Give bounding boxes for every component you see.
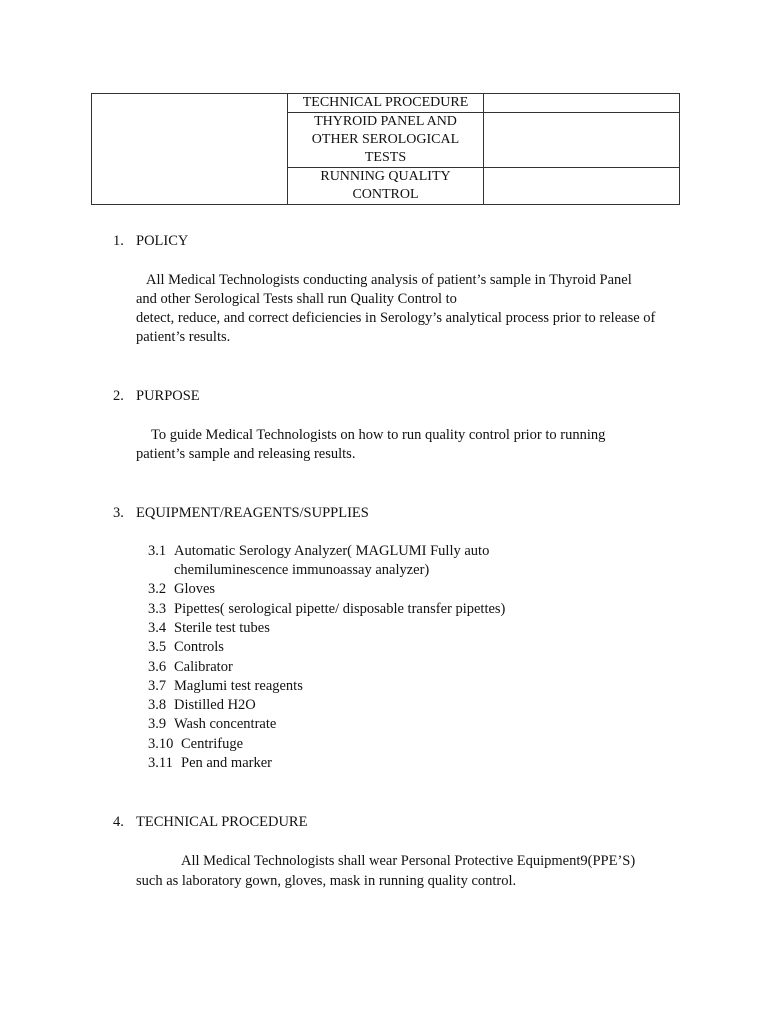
list-item: Pipettes( serological pipette/ disposable transfer pipettes) — [174, 601, 506, 617]
list-item: Sterile test tubes — [174, 620, 270, 636]
list-item-number: 3.11 — [148, 755, 173, 771]
paragraph-line: All Medical Technologists shall wear Personal Protective Equipment9(PPE’S) — [181, 853, 636, 869]
paragraph-line: such as laboratory gown, gloves, mask in running quality control. — [136, 873, 517, 889]
list-item-number: 3.7 — [148, 678, 167, 694]
section-number: 4. — [113, 814, 124, 830]
paragraph-line: patient’s sample and releasing results. — [136, 446, 356, 462]
list-item: Gloves — [174, 581, 216, 597]
list-item: Automatic Serology Analyzer( MAGLUMI Fully auto — [174, 543, 490, 559]
subject-title-line: CONTROL — [352, 187, 419, 202]
list-item: Maglumi test reagents — [174, 678, 303, 694]
subject-title-line: RUNNING QUALITY — [320, 169, 451, 184]
procedure-title: TECHNICAL PROCEDURE — [288, 94, 484, 113]
subject-title — [288, 168, 484, 205]
section-title: POLICY — [136, 233, 189, 249]
header-blank-cell-3 — [484, 168, 680, 205]
paragraph-line: patient’s results. — [136, 329, 231, 345]
test-title-line: THYROID PANEL AND — [314, 114, 457, 129]
list-item-number: 3.1 — [148, 543, 167, 559]
paragraph-line: detect, reduce, and correct deficiencies in Serology’s analytical process prior to release of — [136, 310, 656, 326]
section-title: PURPOSE — [136, 388, 200, 404]
list-item-number: 3.8 — [148, 697, 167, 713]
list-item: Distilled H2O — [174, 697, 256, 713]
test-title-line: OTHER SEROLOGICAL — [311, 132, 460, 147]
header-blank-cell-1 — [484, 94, 680, 113]
logo-cell — [92, 94, 288, 205]
header-blank-cell-2 — [484, 113, 680, 168]
list-item-number: 3.4 — [148, 620, 167, 636]
list-item-number: 3.2 — [148, 581, 167, 597]
section-number: 3. — [113, 505, 124, 521]
section-title: EQUIPMENT/REAGENTS/SUPPLIES — [136, 505, 369, 521]
list-item-number: 3.9 — [148, 716, 167, 732]
paragraph-line: and other Serological Tests shall run Quality Control to — [136, 291, 457, 307]
list-item-number: 3.10 — [148, 736, 174, 752]
list-item-number: 3.6 — [148, 659, 167, 675]
test-title-line: TESTS — [364, 150, 407, 165]
section-number: 2. — [113, 388, 124, 404]
list-item: Controls — [174, 639, 224, 655]
list-item-number: 3.5 — [148, 639, 167, 655]
paragraph-line: To guide Medical Technologists on how to run quality control prior to running — [151, 427, 606, 443]
section-number: 1. — [113, 233, 124, 249]
list-item: Calibrator — [174, 659, 233, 675]
list-item: chemiluminescence immunoassay analyzer) — [174, 562, 430, 578]
list-item-number: 3.3 — [148, 601, 167, 617]
document-header-table — [91, 93, 680, 205]
list-item: Pen and marker — [181, 755, 272, 771]
paragraph-line: All Medical Technologists conducting analysis of patient’s sample in Thyroid Panel — [146, 272, 632, 288]
list-item: Centrifuge — [181, 736, 244, 752]
list-item: Wash concentrate — [174, 716, 277, 732]
test-title — [288, 113, 484, 168]
section-title: TECHNICAL PROCEDURE — [136, 814, 308, 830]
